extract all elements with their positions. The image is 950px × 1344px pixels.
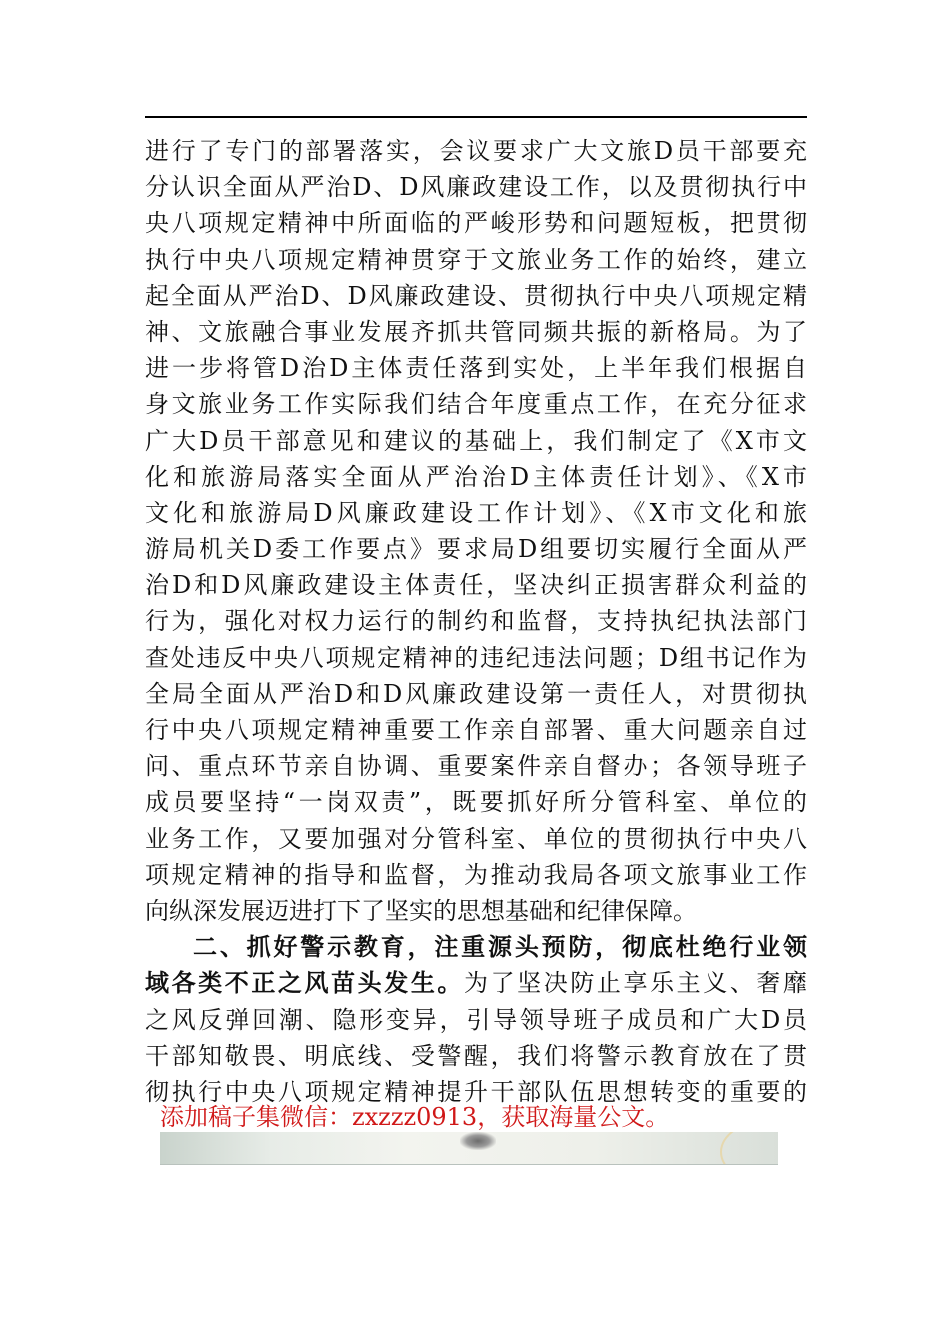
text-line: 问、重点环节亲自协调、重要案件亲自督办；各领导班子 [145, 752, 807, 781]
section-heading: 二、抓好警示教育，注重源头预防，彻底杜绝行业领 [193, 932, 807, 962]
text-run: 为了坚决防止享乐主义、奢靡 [464, 969, 807, 998]
text-line: 广大D员干部意见和建议的基础上，我们制定了《X市文 [145, 426, 807, 455]
text-line: 行为，强化对权力运行的制约和监督，支持执纪执法部门 [145, 607, 807, 636]
text-line: 向纵深发展迈进打下了坚实的思想基础和纪律保障。 [145, 896, 697, 925]
text-line: 成员要坚持“一岗双责”，既要抓好所分管科室、单位的 [145, 788, 807, 817]
text-line: 游局机关D委工作要点》要求局D组要切实履行全面从严 [145, 535, 807, 564]
ink-smudge-decoration [460, 1132, 496, 1150]
text-line: 起全面从严治D、D风廉政建设、贯彻执行中央八项规定精 [145, 281, 807, 310]
text-line: 查处违反中央八项规定精神的违纪违法问题；D组书记作为 [145, 643, 807, 672]
text-line: 全局全面从严治D和D风廉政建设第一责任人，对贯彻执 [145, 679, 807, 708]
section-heading-end: 域各类不正之风苗头发生。 [145, 968, 464, 998]
text-line: 央八项规定精神中所面临的严峻形势和问题短板，把贯彻 [145, 209, 807, 238]
text-line: 神、文旅融合事业发展齐抓共管同频共振的新格局。为了 [145, 317, 807, 346]
text-line: 进一步将管D治D主体责任落到实处，上半年我们根据自 [145, 354, 807, 383]
text-line: 干部知敬畏、明底线、受警醒，我们将警示教育放在了贯 [145, 1041, 807, 1070]
text-line [145, 965, 807, 1001]
text-line: 之风反弹回潮、隐形变异，引导领导班子成员和广大D员 [145, 1005, 807, 1034]
text-line: 项规定精神的指导和监督，为推动我局各项文旅事业工作 [145, 860, 807, 889]
text-line: 分认识全面从严治D、D风廉政建设工作，以及贯彻执行中 [145, 173, 807, 202]
text-line: 行中央八项规定精神重要工作亲自部署、重大问题亲自过 [145, 716, 807, 744]
swirl-decoration [720, 1132, 778, 1165]
text-line: 身文旅业务工作实际我们结合年度重点工作，在充分征求 [145, 390, 807, 419]
text-line: 业务工作，又要加强对分管科室、单位的贯彻执行中央八 [145, 824, 807, 853]
text-line: 执行中央八项规定精神贯穿于文旅业务工作的始终，建立 [145, 245, 807, 274]
text-line: 进行了专门的部署落实，会议要求广大文旅D员干部要充 [145, 137, 807, 165]
promo-notice: 添加稿子集微信：zxzzz0913，获取海量公文。 [160, 1103, 670, 1131]
text-line: 彻执行中央八项规定精神提升干部队伍思想转变的重要的 [145, 1077, 807, 1106]
text-line: 文化和旅游局D风廉政建设工作计划》、《X市文化和旅 [145, 498, 807, 527]
text-line: 化和旅游局落实全面从严治治D主体责任计划》、《X市 [145, 462, 807, 491]
header-rule [145, 116, 807, 118]
document-body [145, 133, 807, 1110]
text-line: 治D和D风廉政建设主体责任，坚决纠正损害群众利益的 [145, 571, 807, 600]
decorative-banner-image [160, 1132, 778, 1165]
